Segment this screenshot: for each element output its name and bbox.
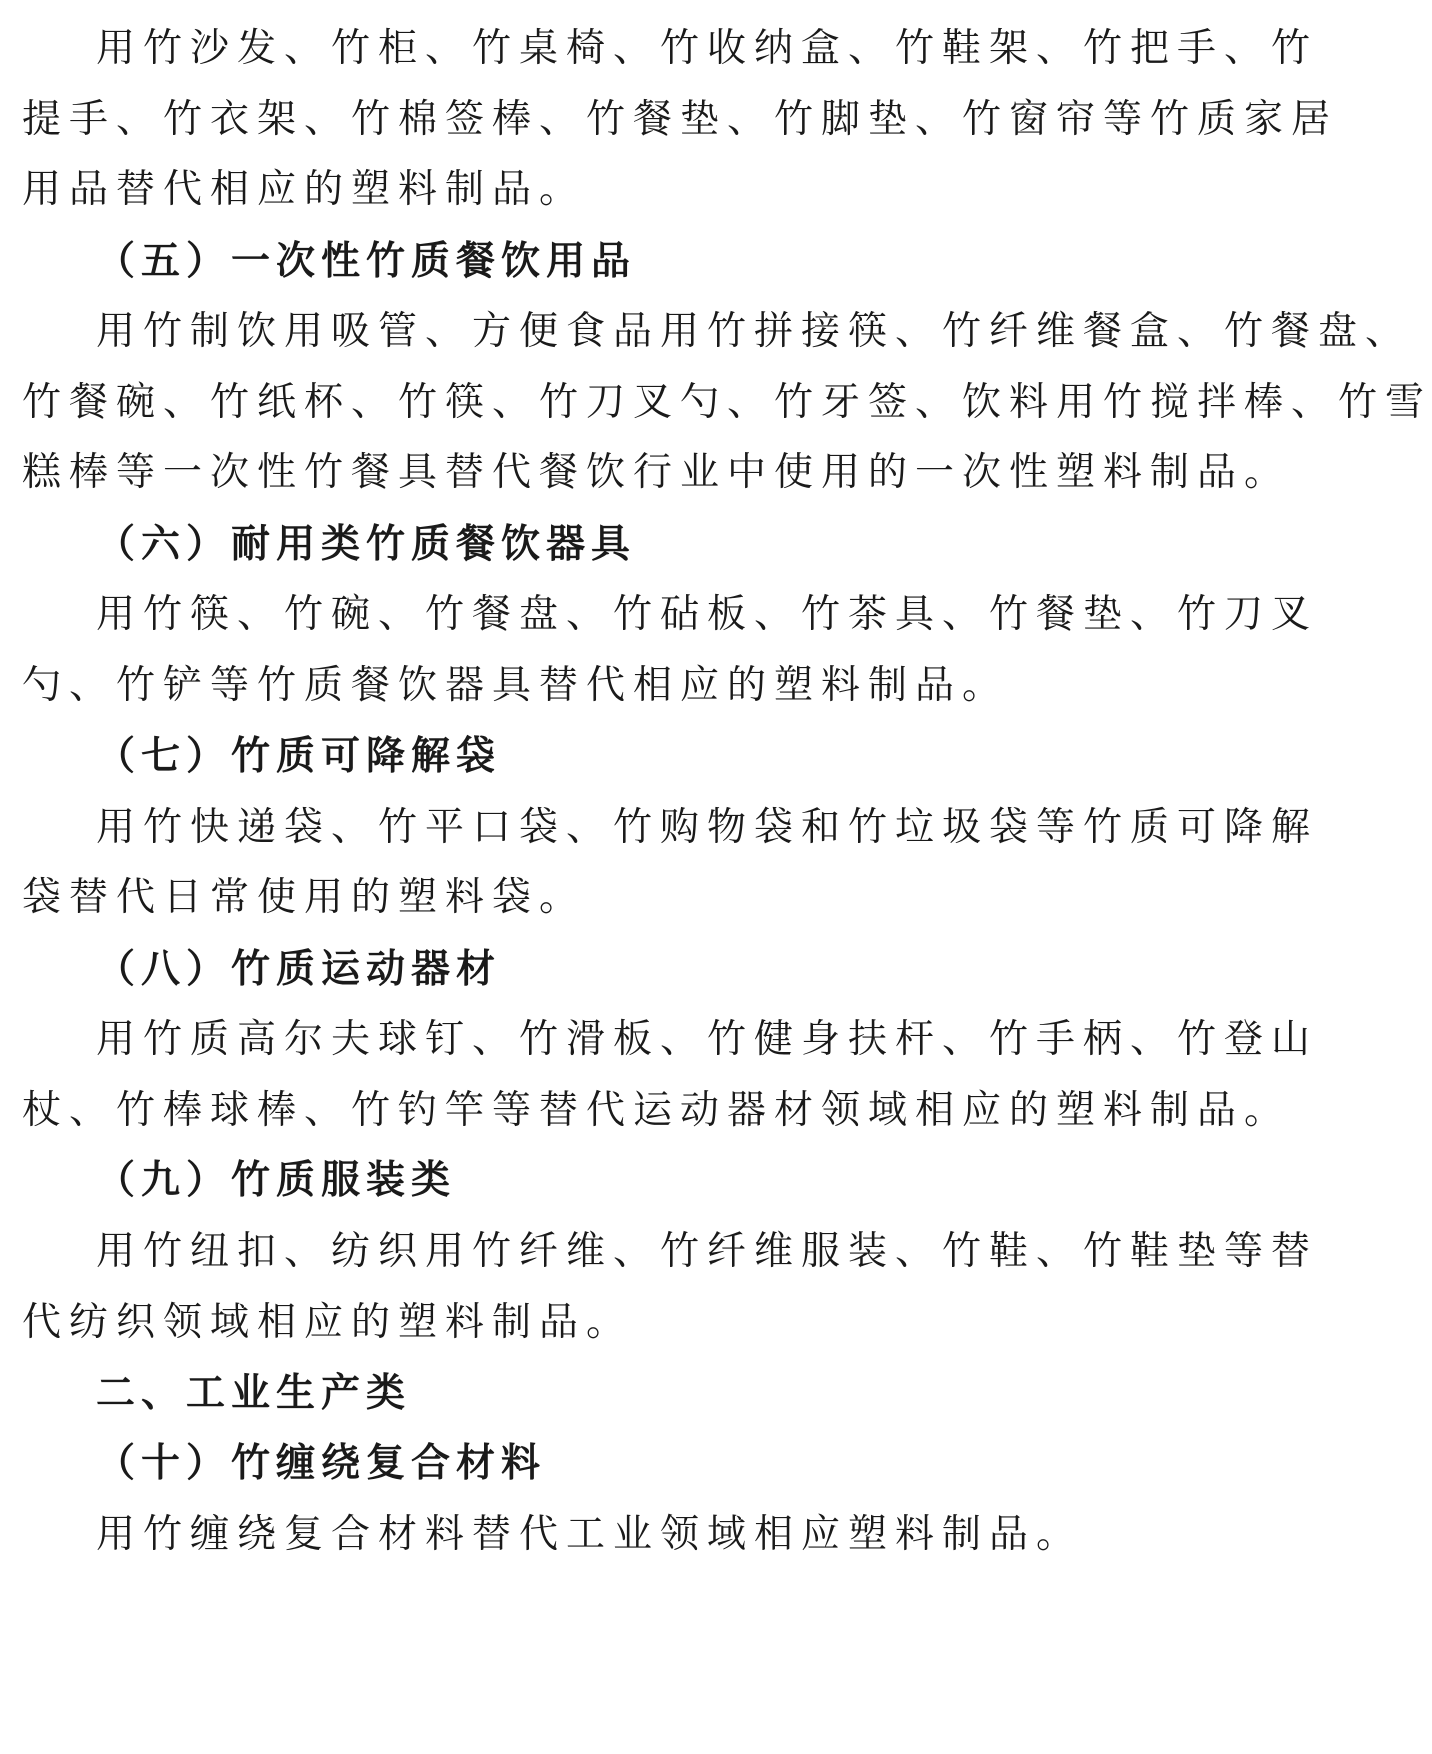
body-line: 糕棒等一次性竹餐具替代餐饮行业中使用的一次性塑料制品。 [22, 450, 1292, 495]
body-line: 提手、竹衣架、竹棉签棒、竹餐垫、竹脚垫、竹窗帘等竹质家居 [22, 97, 1339, 142]
body-line: 用竹筷、竹碗、竹餐盘、竹砧板、竹茶具、竹餐垫、竹刀叉 [96, 592, 1319, 637]
body-line: 用竹质高尔夫球钉、竹滑板、竹健身扶杆、竹手柄、竹登山 [96, 1017, 1319, 1062]
body-line: 用竹纽扣、纺织用竹纤维、竹纤维服装、竹鞋、竹鞋垫等替 [96, 1229, 1319, 1274]
body-line: 用品替代相应的塑料制品。 [22, 167, 587, 212]
section-heading: （六）耐用类竹质餐饮器具 [96, 522, 637, 567]
body-line: 袋替代日常使用的塑料袋。 [22, 875, 587, 920]
body-line: 用竹缠绕复合材料替代工业领域相应塑料制品。 [96, 1512, 1084, 1557]
body-line: 杖、竹棒球棒、竹钓竿等替代运动器材领域相应的塑料制品。 [22, 1088, 1292, 1133]
category-heading: 二、工业生产类 [96, 1371, 412, 1416]
body-line: 用竹制饮用吸管、方便食品用竹拼接筷、竹纤维餐盒、竹餐盘、 [96, 309, 1413, 354]
section-heading: （七）竹质可降解袋 [96, 734, 502, 779]
body-line: 用竹沙发、竹柜、竹桌椅、竹收纳盒、竹鞋架、竹把手、竹 [96, 26, 1319, 71]
body-line: 竹餐碗、竹纸杯、竹筷、竹刀叉勺、竹牙签、饮料用竹搅拌棒、竹雪 [22, 380, 1432, 425]
section-heading: （八）竹质运动器材 [96, 947, 502, 992]
section-heading: （九）竹质服装类 [96, 1158, 457, 1203]
body-line: 代纺织领域相应的塑料制品。 [22, 1300, 634, 1345]
section-heading: （十）竹缠绕复合材料 [96, 1441, 547, 1486]
body-line: 用竹快递袋、竹平口袋、竹购物袋和竹垃圾袋等竹质可降解 [96, 805, 1319, 850]
body-line: 勺、竹铲等竹质餐饮器具替代相应的塑料制品。 [22, 663, 1010, 708]
section-heading: （五）一次性竹质餐饮用品 [96, 239, 637, 284]
